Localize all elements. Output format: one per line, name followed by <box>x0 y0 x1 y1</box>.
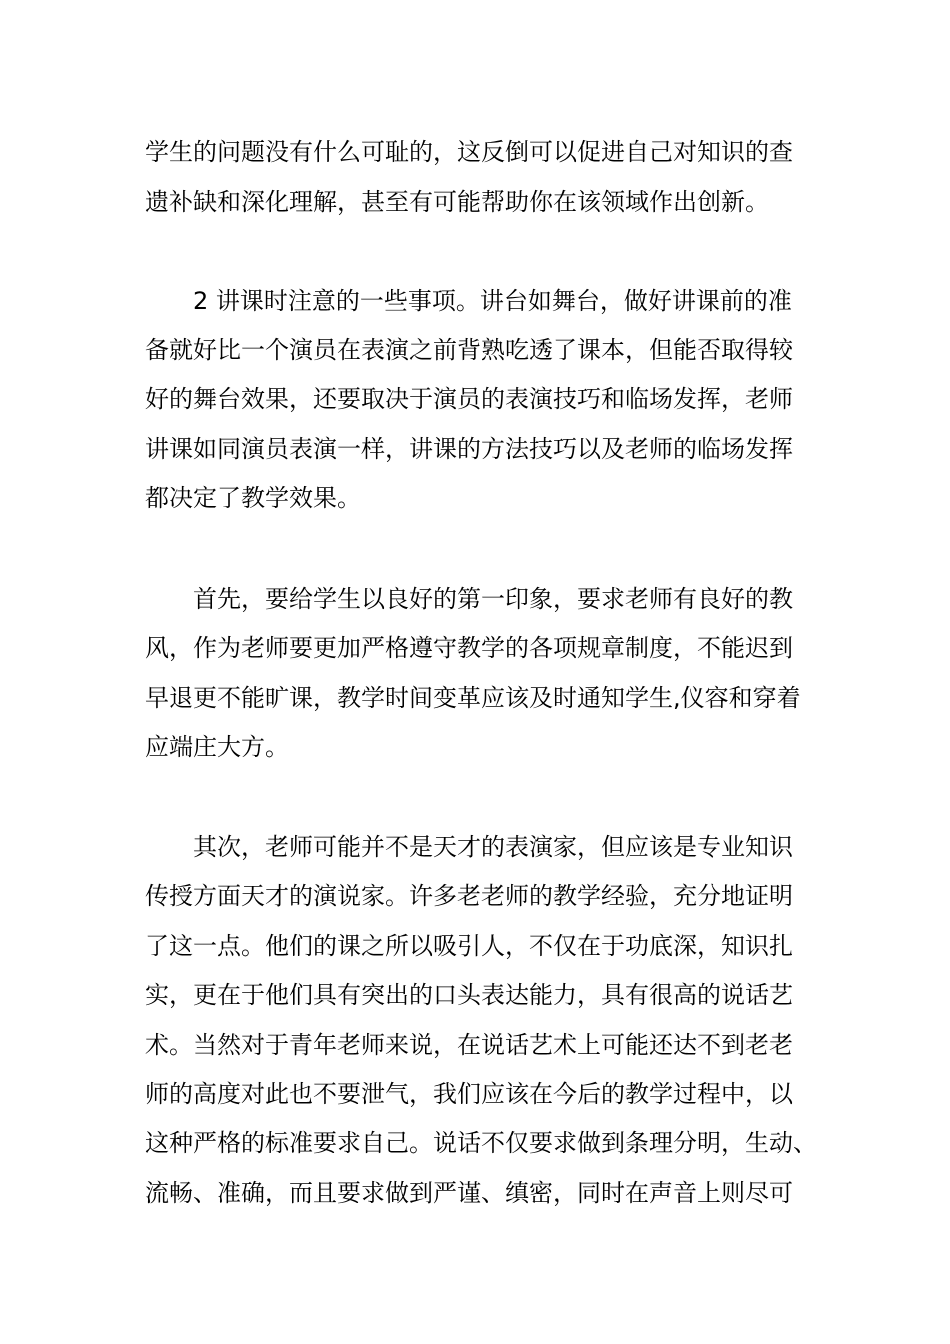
paragraph-2-line-1: 2 讲课时注意的一些事项。讲台如舞台，做好讲课前的准 <box>193 287 792 315</box>
paragraph-3-line-3: 早退更不能旷课，教学时间变革应该及时通知学生,仪容和穿着 <box>145 684 801 712</box>
paragraph-4-line-4: 实，更在于他们具有突出的口头表达能力，具有很高的说话艺 <box>145 981 793 1009</box>
paragraph-2-line-3: 好的舞台效果，还要取决于演员的表演技巧和临场发挥，老师 <box>145 385 793 413</box>
paragraph-4-line-1: 其次，老师可能并不是天才的表演家，但应该是专业知识 <box>193 833 793 861</box>
paragraph-2-line-5: 都决定了教学效果。 <box>145 484 361 512</box>
paragraph-4-line-8: 流畅、准确，而且要求做到严谨、缜密，同时在声音上则尽可 <box>145 1179 793 1207</box>
paragraph-1-line-1: 学生的问题没有什么可耻的，这反倒可以促进自己对知识的查 <box>145 138 793 166</box>
paragraph-2-line-2: 备就好比一个演员在表演之前背熟吃透了课本，但能否取得较 <box>145 336 793 364</box>
paragraph-4-line-6: 师的高度对此也不要泄气，我们应该在今后的教学过程中，以 <box>145 1080 793 1108</box>
paragraph-3-line-1: 首先，要给学生以良好的第一印象，要求老师有良好的教 <box>193 585 793 613</box>
paragraph-4-line-7: 这种严格的标准要求自己。说话不仅要求做到条理分明，生动、 <box>145 1129 817 1157</box>
paragraph-2-line-4: 讲课如同演员表演一样，讲课的方法技巧以及老师的临场发挥 <box>145 435 793 463</box>
paragraph-4-line-2: 传授方面天才的演说家。许多老老师的教学经验，充分地证明 <box>145 882 793 910</box>
paragraph-3-line-4: 应端庄大方。 <box>145 733 289 761</box>
paragraph-4-line-3: 了这一点。他们的课之所以吸引人，不仅在于功底深，知识扎 <box>145 932 793 960</box>
paragraph-4-line-5: 术。当然对于青年老师来说，在说话艺术上可能还达不到老老 <box>145 1031 793 1059</box>
paragraph-3-line-2: 风，作为老师要更加严格遵守教学的各项规章制度，不能迟到 <box>145 634 793 662</box>
paragraph-1-line-2: 遗补缺和深化理解，甚至有可能帮助你在该领域作出创新。 <box>145 188 769 216</box>
